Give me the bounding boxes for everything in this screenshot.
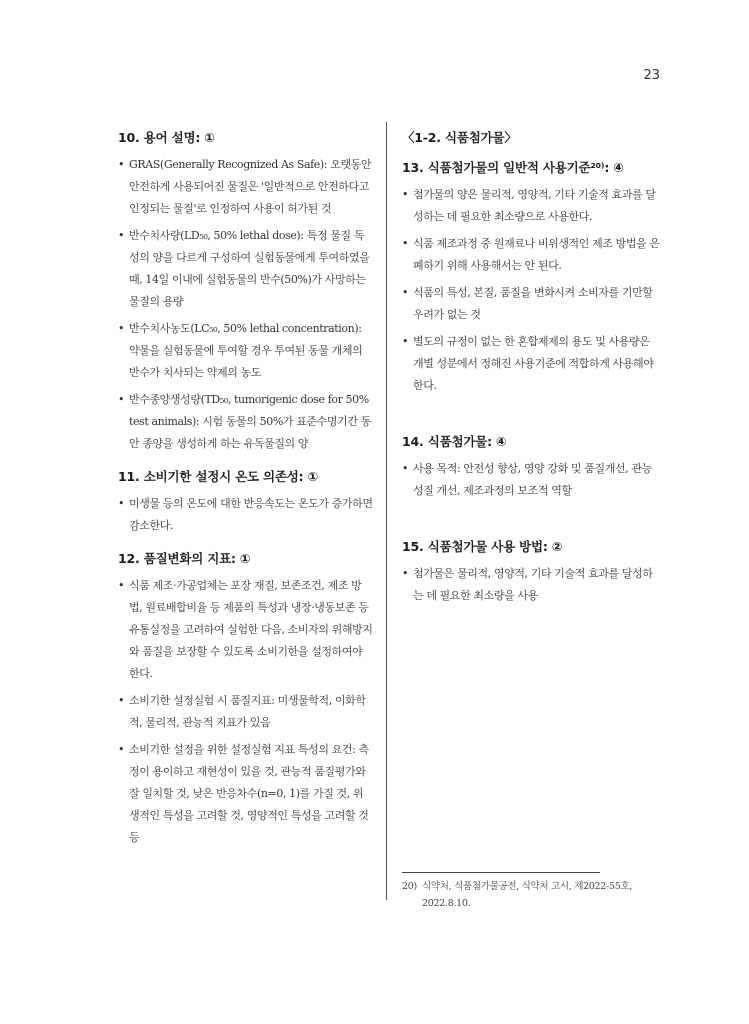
bullet-icon: • bbox=[118, 694, 125, 707]
list-item: • 별도의 규정이 없는 한 혼합제제의 용도 및 사용량은 개별 성분에서 정해진 사용기준에 적합하게 사용해야 한다. bbox=[402, 331, 660, 397]
page-number: 23 bbox=[643, 68, 660, 83]
list-item: • 사용 목적: 안전성 향상, 영양 강화 및 품질개선, 관능성질 개선, 제조과정의 보조적 역할 bbox=[402, 458, 660, 502]
footnote-number: 20) bbox=[402, 881, 417, 892]
section-14-list bbox=[402, 458, 660, 502]
list-item: • 소비기한 설정을 위한 설정실험 지표 특성의 요건: 측정이 용이하고 재현성이 있을 것, 관능적 품질평가와 잘 일치할 것, 낮은 반응차수(n=0, 1)를 가질 것, 위생적인 특성을 고려할 것, 영양적인 특성을 고려할 것 등 bbox=[118, 739, 373, 849]
list-item: • 미생물 등의 온도에 대한 반응속도는 온도가 증가하면 감소한다. bbox=[118, 493, 373, 537]
bullet-icon: • bbox=[118, 158, 125, 171]
list-item: • 첨가물은 물리적, 영양적, 기타 기술적 효과를 달성하는 데 필요한 최소량을 사용 bbox=[402, 563, 660, 607]
list-item: • 식품의 특성, 본질, 품질을 변화시켜 소비자를 기만할 우려가 없는 것 bbox=[402, 282, 660, 326]
section-11-heading: 11. 소비기한 설정시 온도 의존성: ① bbox=[118, 469, 318, 484]
bullet-icon: • bbox=[402, 335, 409, 348]
section-12-heading: 12. 품질변화의 지표: ① bbox=[118, 551, 251, 566]
footnote bbox=[402, 878, 660, 912]
section-15-heading: 15. 식품첨가물 사용 방법: ② bbox=[402, 539, 563, 554]
section-11-list bbox=[118, 493, 373, 537]
column-divider bbox=[386, 122, 387, 900]
list-item: • 반수종양생성량(TD₅₀, tumorigenic dose for 50% test animals): 시험 동물의 50%가 표준수명기간 동안 종양을 생성하게 하는 유독물질의 양 bbox=[118, 389, 373, 455]
bullet-icon: • bbox=[118, 229, 125, 242]
footnote-rule bbox=[402, 872, 600, 873]
section-14-heading: 14. 식품첨가물: ④ bbox=[402, 434, 507, 449]
section-15-list bbox=[402, 563, 660, 607]
bullet-icon: • bbox=[402, 237, 409, 250]
bullet-icon: • bbox=[402, 462, 409, 475]
bullet-icon: • bbox=[402, 567, 409, 580]
bullet-icon: • bbox=[118, 322, 125, 335]
right-column bbox=[402, 128, 660, 612]
bullet-icon: • bbox=[118, 579, 125, 592]
list-item: • 식품 제조·가공업체는 포장 재질, 보존조건, 제조 방법, 원료배합비율 등 제품의 특성과 냉장·냉동보존 등 유통실정을 고려하여 실험한 다음, 소비자의 위해방지와 품질을 보장할 수 있도록 소비기한을 설정하여야 한다. bbox=[118, 575, 373, 685]
list-item: • 소비기한 설정실험 시 품질지표: 미생물학적, 이화학적, 물리적, 관능적 지표가 있음 bbox=[118, 690, 373, 734]
footnote-line-1: 20) 식약처, 식품첨가물공전, 식약처 고시, 제2022-55호, bbox=[402, 878, 660, 895]
bullet-icon: • bbox=[402, 188, 409, 201]
bullet-icon: • bbox=[118, 497, 125, 510]
bullet-icon: • bbox=[118, 743, 125, 756]
spacer bbox=[402, 507, 660, 537]
left-column bbox=[118, 128, 373, 854]
bullet-icon: • bbox=[118, 393, 125, 406]
spacer bbox=[402, 402, 660, 432]
list-item: • 첨가물의 양은 물리적, 영양적, 기타 기술적 효과를 달성하는 데 필요한 최소량으로 사용한다. bbox=[402, 184, 660, 228]
section-12-list bbox=[118, 575, 373, 849]
section-10-heading: 10. 용어 설명: ① bbox=[118, 130, 215, 145]
bullet-icon: • bbox=[402, 286, 409, 299]
part-title: 〈1-2. 식품첨가물〉 bbox=[402, 130, 517, 145]
footnote-line-2: 2022.8.10. bbox=[422, 898, 471, 909]
list-item: • 반수치사농도(LC₅₀, 50% lethal concentration): 약물을 실험동물에 투여할 경우 투여된 동물 개체의 반수가 치사되는 약제의 농도 bbox=[118, 318, 373, 384]
section-13-list bbox=[402, 184, 660, 397]
section-13-heading: 13. 식품첨가물의 일반적 사용기준²⁰⁾: ④ bbox=[402, 160, 624, 175]
list-item: • 식품 제조과정 중 원재료나 비위생적인 제조 방법을 은폐하기 위해 사용해서는 안 된다. bbox=[402, 233, 660, 277]
section-10-list bbox=[118, 154, 373, 455]
list-item: • 반수치사량(LD₅₀, 50% lethal dose): 특정 물질 독성의 양을 다르게 구성하여 실험동물에게 투여하였을 때, 14일 이내에 실험동물의 반수(50%)가 사망하는 물질의 용량 bbox=[118, 225, 373, 313]
list-item: • GRAS(Generally Recognized As Safe): 오랫동안 안전하게 사용되어진 물질은 '일반적으로 안전하다고 인정되는 물질'로 인정하여 사용이 허가된 것 bbox=[118, 154, 373, 220]
